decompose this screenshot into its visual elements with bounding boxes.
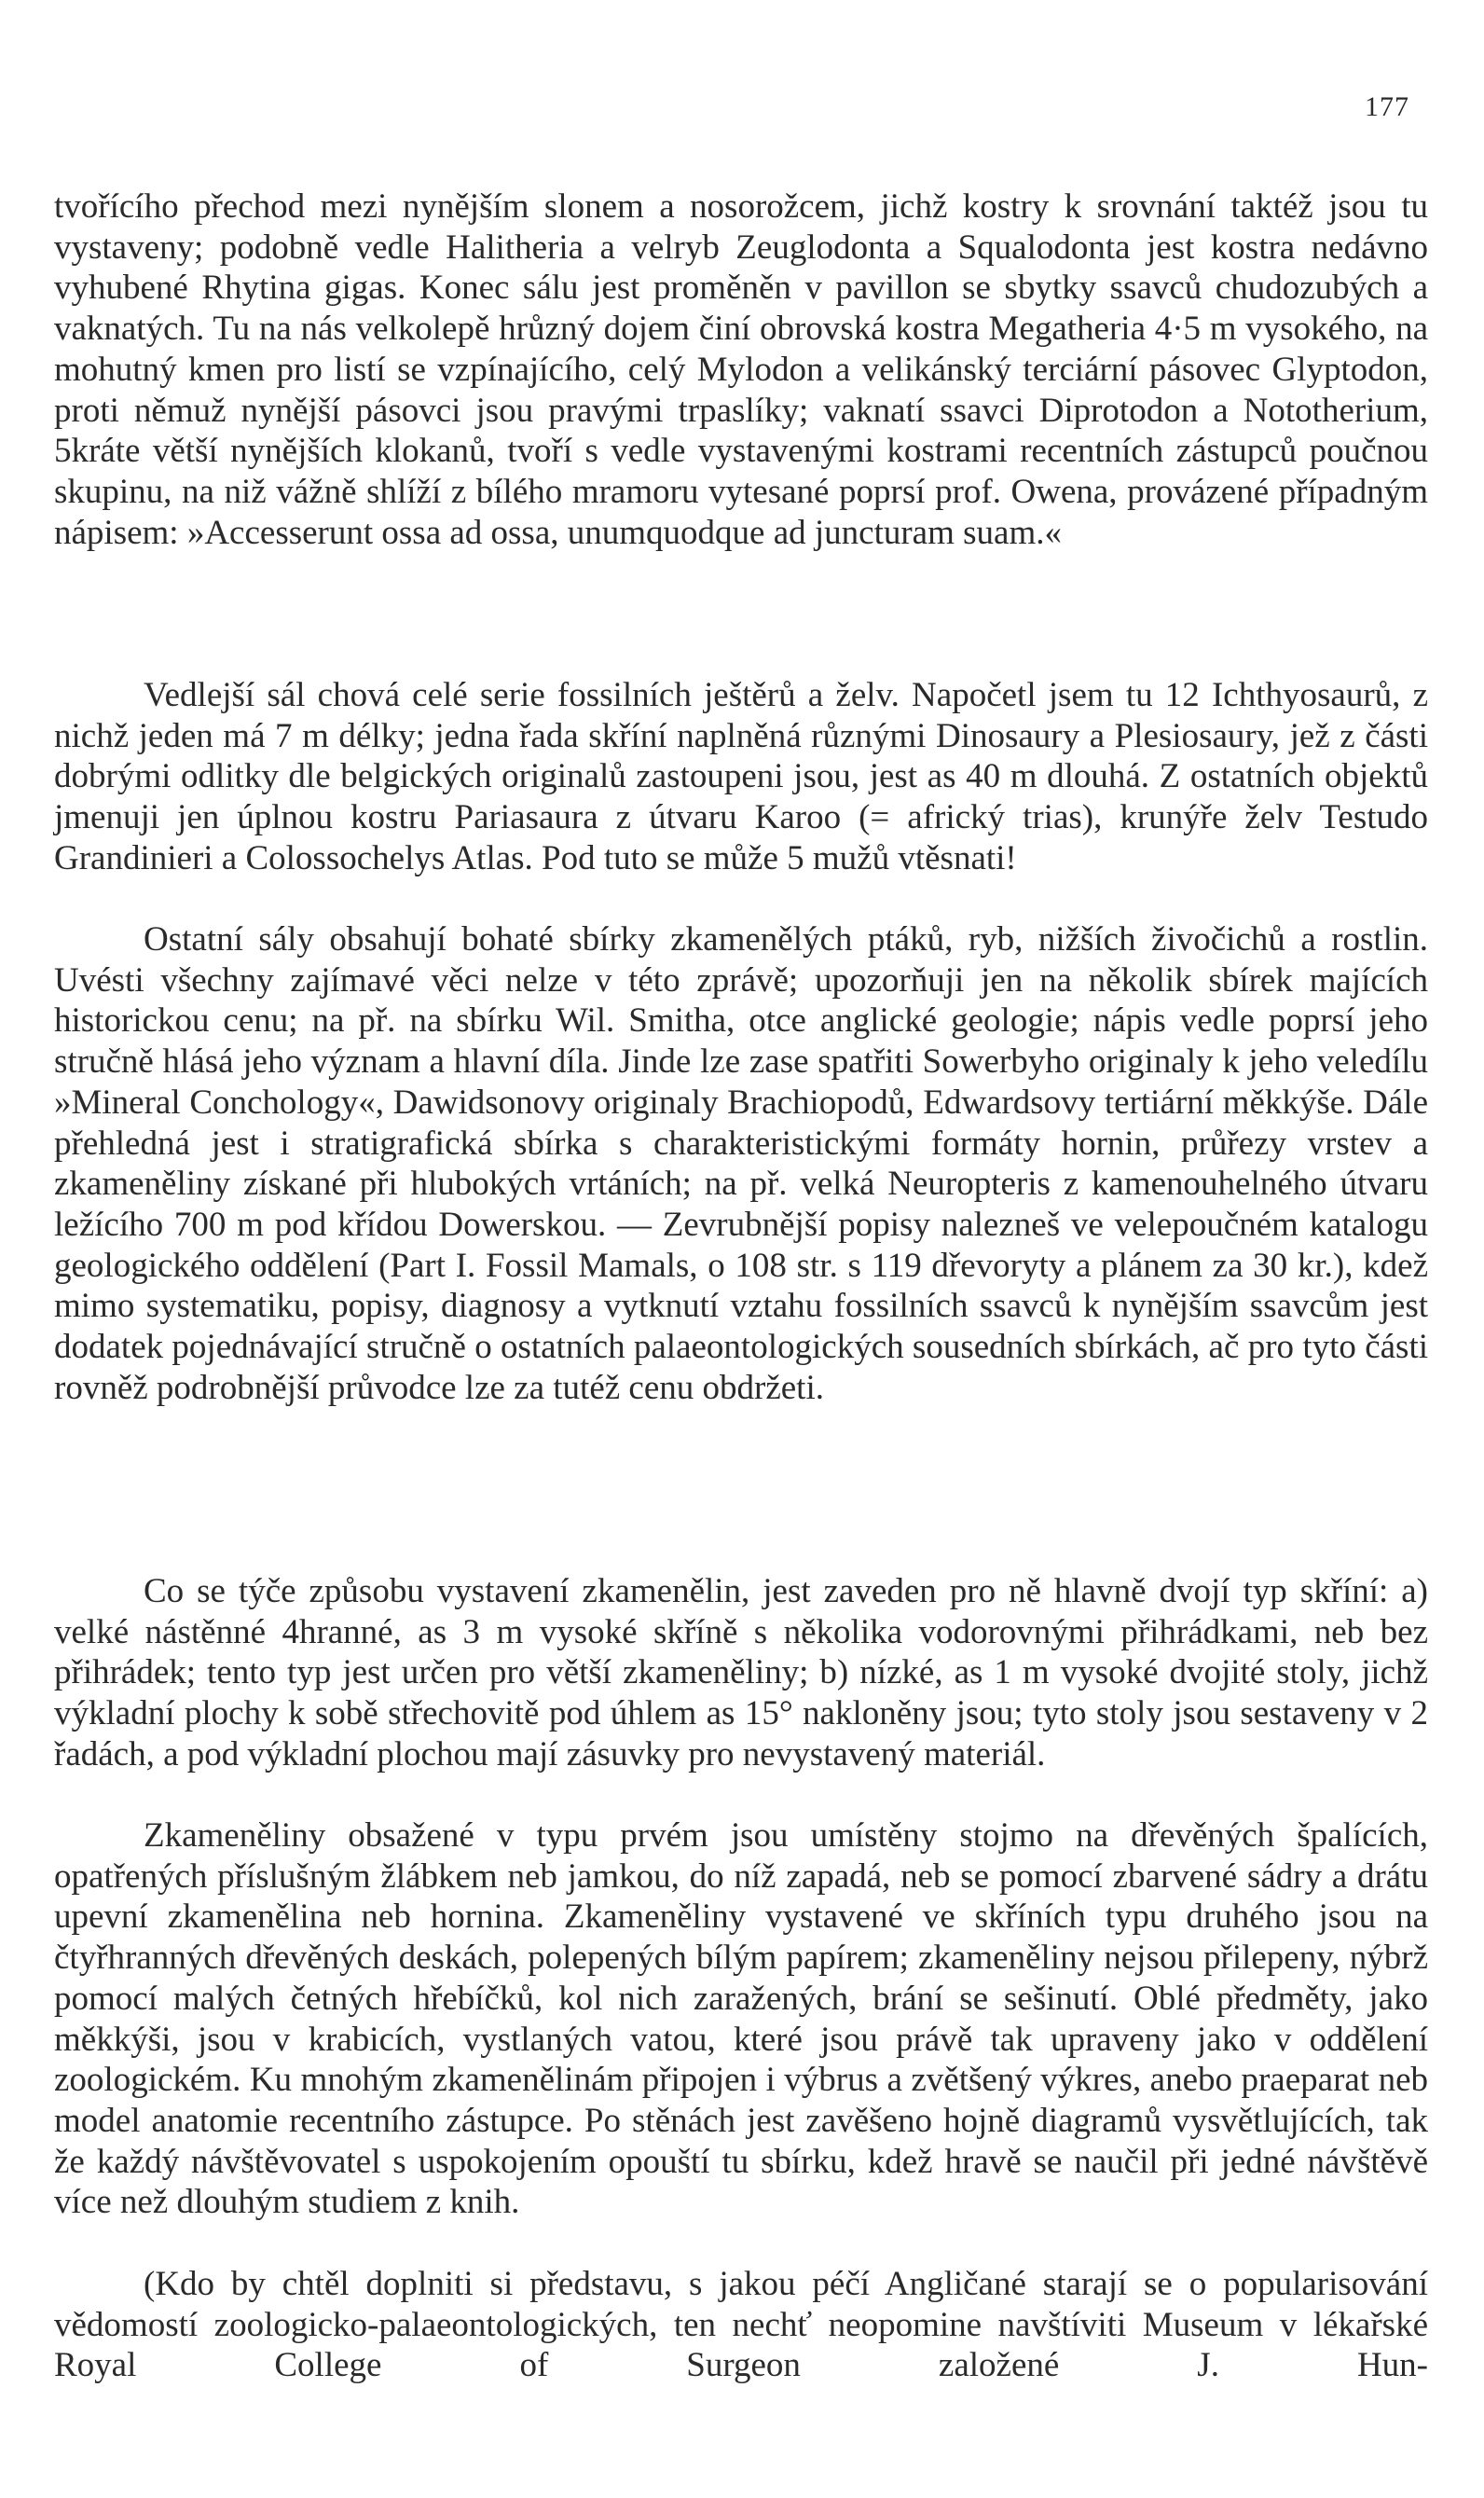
paragraph-mounting: Zkameněliny obsažené v typu prvém jsou umístěny stojmo na dřevěných špalících, opatřených příslušným žlábkem neb jamkou, do níž zapadá, neb se pomocí zbarvené sádry a drátu upevní zkamenělina neb hornina. Zkameněliny vystavené ve skříních typu druhého jsou na čtyřhranných dřevěných deskách, polepených bílým papírem; zkameněliny nejsou přilepeny, nýbrž pomocí malých četných hřebíčků, kol nich zaražených, brání se sešinutí. Oblé předměty, jako měkkýši, jsou v krabicích, vystlaných vatou, které jsou právě tak upraveny jako v oddělení zoologickém. Ku mnohým zkamenělinám připojen i výbrus a zvětšený výkres, anebo praeparat neb model anatomie recentního zástupce. Po stěnách jest zavěšeno hojně diagramů vysvětlujících, tak že každý návštěvovatel s uspokojením opouští tu sbírku, kdež hravě se naučil při jedné návštěvě více než dlouhým studiem z knih. — [54, 1816, 1428, 2222]
page-number: 177 — [1365, 91, 1409, 122]
paragraph-other-halls: Ostatní sály obsahují bohaté sbírky zkamenělých ptáků, ryb, nižších živočichů a rostlin. Uvésti všechny zajímavé věci nelze v této zprávě; upozorňuji jen na několik sbírek majících historickou cenu; na př. na sbírku Wil. Smitha, otce anglické geologie; nápis vedle poprsí jeho stručně hlásá jeho význam a hlavní díla. Jinde lze zase spatřiti Sowerbyho originaly k jeho veledílu »Mineral Conchology«, Dawidsonovy originaly Brachiopodů, Edwardsovy tertiární měkkýše. Dále přehledná jest i stratigrafická sbírka s charakteristickými formáty hornin, průřezy vrstev a zkameněliny získané při hlubokých vrtáních; na př. velká Neuropteris z kamenouhelného útvaru ležícího 700 m pod křídou Dowerskou. — Zevrubnější popisy nalezneš ve velepoučném katalogu geologického oddělení (Part I. Fossil Mamals, o 108 str. s 119 dřevoryty a plánem za 30 kr.), kdež mimo systematiku, popisy, diagnosy a vytknutí vztahu fossilních ssavců k nynějším ssavcům jest dodatek pojednávající stručně o ostatních palaeontologických sousedních sbírkách, ač pro tyto části rovněž podrobnější průvodce lze za tutéž cenu obdržeti. — [54, 920, 1428, 1407]
paragraph-display-cases: Co se týče způsobu vystavení zkamenělin, jest zaveden pro ně hlavně dvojí typ skříní: a) velké nástěnné 4hranné, as 3 m vysoké skříně s několika vodorovnými přihrádkami, neb bez přihrádek; tento typ jest určen pro větší zkameněliny; b) nízké, as 1 m vysoké dvojité stoly, jichž výkladní plochy k sobě střechovitě pod úhlem as 15° nakloněny jsou; tyto stoly jsou sestaveny v 2 řadách, a pod výkladní plochou mají zásuvky pro nevystavený materiál. — [54, 1572, 1428, 1773]
paragraph-megatherium-hall: tvořícího přechod mezi nynějším slonem a nosorožcem, jichž kostry k srovnání taktéž jsou tu vystaveny; podobně vedle Halitheria a velryb Zeuglodonta a Squalodonta jest kostra nedávno vyhubené Rhytina gigas. Konec sálu jest proměněn v pavillon se sbytky ssavců chudozubých a vaknatých. Tu na nás velkolepě hrůzný dojem činí obrovská kostra Megatheria 4·5 m vysokého, na mohutný kmen pro listí se vzpínajícího, celý Mylodon a velikánský terciární pásovec Glyptodon, proti němuž nynější pásovci jsou pravými trpaslíky; vaknatí ssavci Diprotodon a Nototherium, 5kráte větší nynějších klokanů, tvoří s vedle vystavenými kostrami recentních zástupců poučnou skupinu, na niž vážně shlíží z bílého mramoru vytesané poprsí prof. Owena, provázené případným nápisem: »Accesserunt ossa ad ossa, unumquodque ad juncturam suam.« — [54, 187, 1428, 552]
paragraph-reptile-hall: Vedlejší sál chová celé serie fossilních ještěrů a želv. Napočetl jsem tu 12 Ichthyosaurů, z nichž jeden má 7 m délky; jedna řada skříní naplněná různými Dinosaury a Plesiosaury, jež z části dobrými odlitky dle belgických originalů zastoupeni jsou, jest as 40 m dlouhá. Z ostatních objektů jmenuji jen úplnou kostru Pariasaura z útvaru Karoo (= africký trias), krunýře želv Testudo Grandinieri a Colossochelys Atlas. Pod tuto se může 5 mužů vtěsnati! — [54, 676, 1428, 877]
paragraph-hunterian-museum: (Kdo by chtěl doplniti si představu, s jakou péčí Angličané starají se o popularisování vědomostí zoologicko-palaeontologických, ten nechť neopomine navštíviti Museum v lékařské Royal College of Surgeon založené J. Hun- — [54, 2265, 1428, 2385]
body-text — [54, 186, 1428, 2386]
